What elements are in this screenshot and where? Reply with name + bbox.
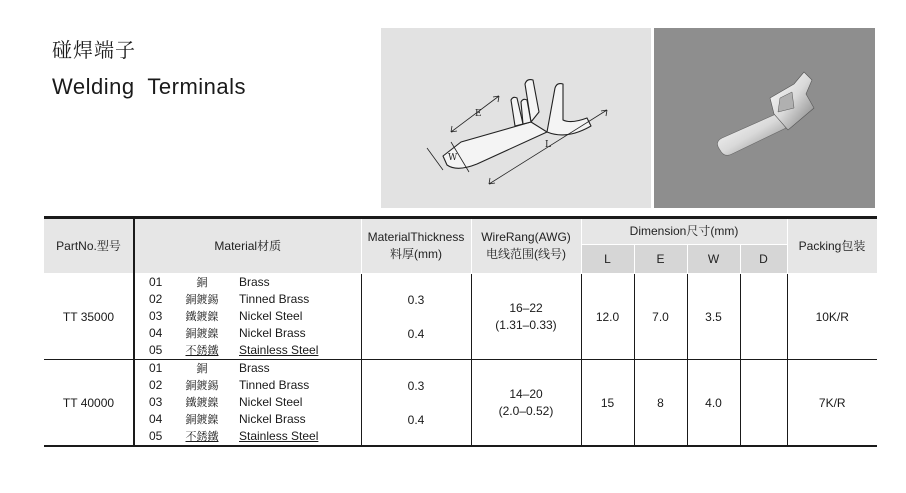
- material-code: 03: [149, 309, 163, 323]
- material-cn: 銅鍍鎳: [185, 327, 219, 340]
- material-cn: 銅: [196, 276, 208, 289]
- header-dimension: Dimension尺寸(mm): [581, 219, 787, 245]
- wire-range-awg: 16–22: [509, 300, 543, 315]
- header-thickness: [361, 219, 471, 274]
- title-chinese: 碰焊端子: [52, 38, 136, 62]
- header-wire-cn: 电线范围(线号): [486, 247, 566, 261]
- dim-w-value: 3.5: [687, 274, 740, 360]
- wire-range-cell: [471, 274, 581, 360]
- wire-range-mm: (1.31–0.33): [495, 317, 557, 332]
- packing-value: 7K/R: [787, 360, 877, 447]
- material-cn: 不銹鐵: [185, 430, 219, 443]
- material-row: [135, 342, 361, 359]
- part-number: TT 40000: [44, 360, 134, 447]
- dimension-label-w: W: [448, 153, 458, 163]
- dim-w-value: 4.0: [687, 360, 740, 447]
- part-number: TT 35000: [44, 274, 134, 360]
- specification-table: [44, 216, 878, 447]
- material-en: Tinned Brass: [239, 292, 310, 306]
- material-row: [135, 411, 361, 428]
- material-row: [135, 325, 361, 342]
- material-en: Brass: [239, 361, 270, 375]
- terminal-drawing: [381, 28, 651, 208]
- material-cn: 鐵鍍鎳: [185, 396, 219, 409]
- header-dim-w: W: [687, 245, 740, 274]
- material-en: Stainless Steel: [239, 343, 319, 357]
- material-row: [135, 428, 361, 445]
- terminal-photo: [654, 28, 875, 208]
- material-cn: 銅: [196, 362, 208, 375]
- material-cn: 鐵鍍鎳: [185, 310, 219, 323]
- title-english: Welding Terminals: [52, 74, 247, 99]
- material-list: [135, 274, 361, 359]
- material-en: Stainless Steel: [239, 429, 319, 443]
- material-code: 01: [149, 361, 163, 375]
- header-dim-e: E: [634, 245, 687, 274]
- header-material: Material材质: [134, 219, 361, 274]
- header-thickness-en: MaterialThickness: [367, 230, 465, 244]
- material-code: 04: [149, 412, 163, 426]
- thickness-value: 0.3: [407, 292, 425, 307]
- material-row: [135, 308, 361, 325]
- header-thickness-cn: 料厚(mm): [390, 247, 442, 261]
- dim-l-value: 15: [581, 360, 634, 447]
- dim-d-value: [740, 360, 787, 447]
- header-wire-en: WireRang(AWG): [481, 230, 571, 244]
- packing-value: 10K/R: [787, 274, 877, 360]
- thickness-cell: [361, 274, 471, 360]
- material-list-cell: [134, 360, 361, 447]
- terminal-drawing-svg: [381, 28, 651, 208]
- material-code: 01: [149, 275, 163, 289]
- material-code: 02: [149, 378, 163, 392]
- thickness-value: 0.4: [407, 326, 425, 341]
- header-wire-range: [471, 219, 581, 274]
- material-code: 05: [149, 343, 163, 357]
- material-en: Nickel Steel: [239, 309, 303, 323]
- material-code: 02: [149, 292, 163, 306]
- header-dim-d: D: [740, 245, 787, 274]
- material-row: [135, 377, 361, 394]
- material-en: Brass: [239, 275, 270, 289]
- table-row: [44, 360, 877, 447]
- material-en: Nickel Brass: [239, 412, 306, 426]
- dim-e-value: 7.0: [634, 274, 687, 360]
- wire-range-mm: (2.0–0.52): [498, 403, 554, 418]
- material-en: Tinned Brass: [239, 378, 310, 392]
- thickness-cell: [361, 360, 471, 447]
- header-packing: Packing包装: [787, 219, 877, 274]
- material-en: Nickel Brass: [239, 326, 306, 340]
- material-en: Nickel Steel: [239, 395, 303, 409]
- thickness-value: 0.4: [407, 412, 425, 427]
- material-cn: 不銹鐵: [185, 344, 219, 357]
- header-part-no: PartNo.型号: [44, 219, 134, 274]
- header-dim-l: L: [581, 245, 634, 274]
- material-cn: 銅鍍鎳: [185, 413, 219, 426]
- wire-range-awg: 14–20: [509, 386, 543, 401]
- material-row: [135, 394, 361, 411]
- material-row: [135, 274, 361, 291]
- terminal-photo-svg: [654, 28, 875, 208]
- thickness-value: 0.3: [407, 378, 425, 393]
- material-cn: 銅鍍錫: [185, 293, 219, 306]
- material-row: [135, 360, 361, 377]
- material-code: 03: [149, 395, 163, 409]
- material-cn: 銅鍍錫: [185, 379, 219, 392]
- dim-l-value: 12.0: [581, 274, 634, 360]
- material-code: 05: [149, 429, 163, 443]
- dimension-label-e: E: [475, 109, 482, 119]
- dim-d-value: [740, 274, 787, 360]
- table-row: [44, 274, 877, 360]
- wire-range-cell: [471, 360, 581, 447]
- material-row: [135, 291, 361, 308]
- material-list-cell: [134, 274, 361, 360]
- material-code: 04: [149, 326, 163, 340]
- dim-e-value: 8: [634, 360, 687, 447]
- dimension-label-l: L: [545, 140, 551, 150]
- material-list: [135, 360, 361, 445]
